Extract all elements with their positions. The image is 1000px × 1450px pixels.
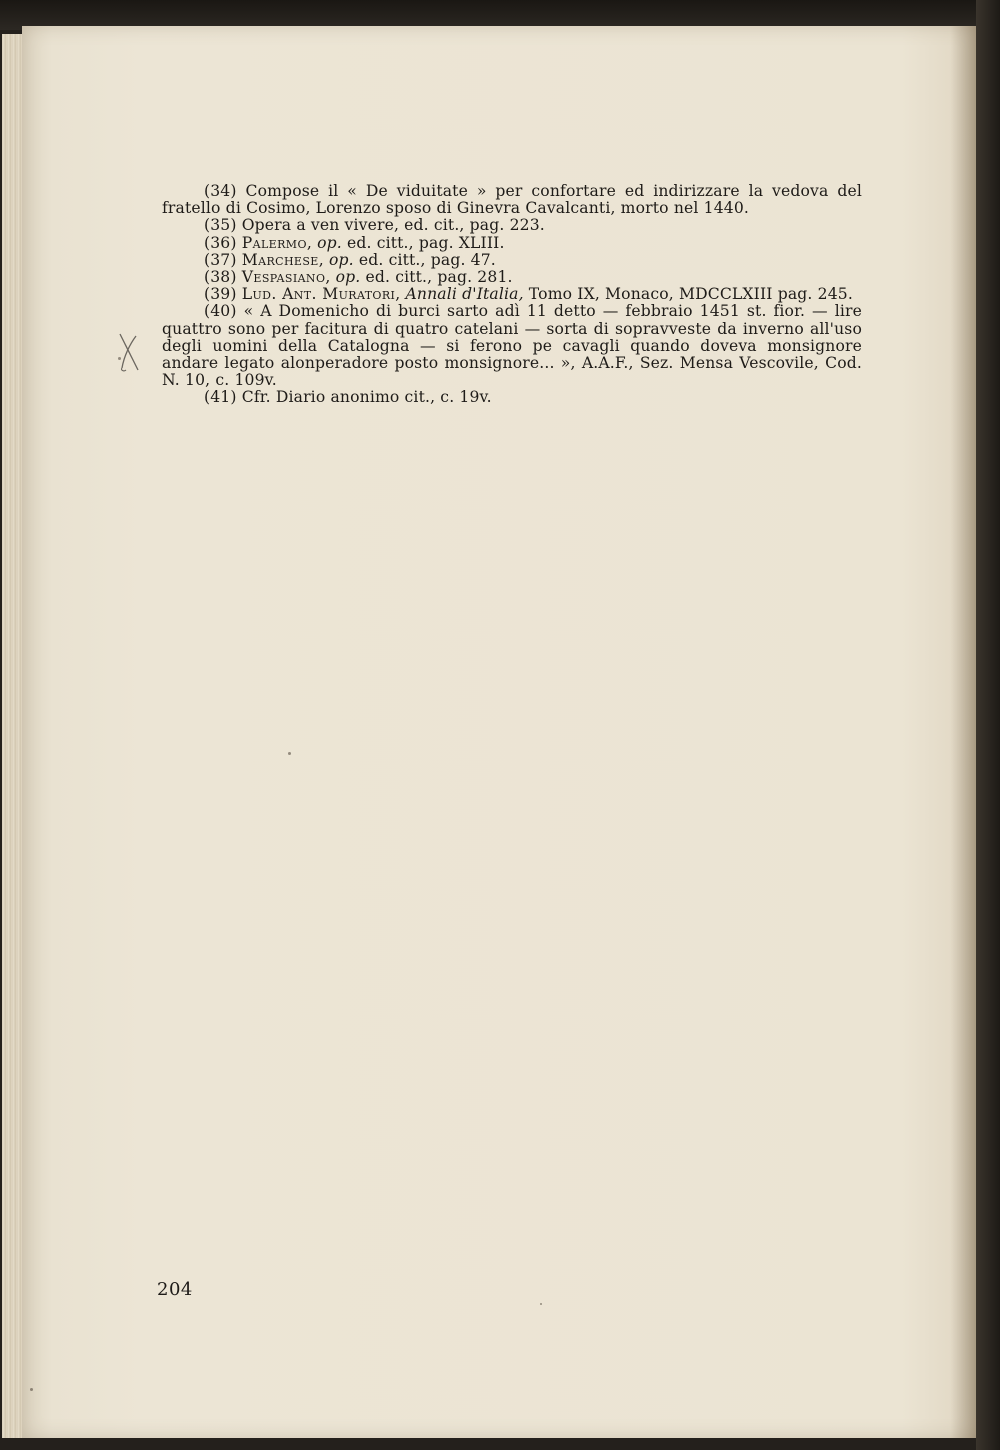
footnote-text: ,	[325, 268, 336, 287]
footnote-number: (39)	[204, 285, 237, 304]
footnote-number: (38)	[204, 268, 237, 287]
footnote	[162, 235, 862, 252]
dust-speck	[540, 1303, 542, 1305]
footnote-number: (36)	[204, 233, 237, 252]
footnote-text: Cfr. Diario anonimo cit., c. 19v.	[236, 388, 492, 407]
footnote-text: Vespasiano	[241, 268, 326, 287]
scan-background-right	[976, 0, 1000, 1450]
footnote	[162, 389, 862, 406]
dust-speck	[288, 752, 291, 755]
footnote	[162, 303, 862, 389]
footnote-number: (40)	[204, 302, 237, 321]
footnote	[162, 183, 862, 217]
footnote-text: ,	[306, 233, 318, 252]
footnote-text: op.	[317, 233, 342, 252]
footnote-text: Annali d'Italia,	[405, 285, 524, 304]
footnote-text: op.	[335, 268, 361, 287]
footnote	[162, 286, 862, 303]
footnote-text: « A Domenicho di burci sarto adì 11 detto — febbraio 1451 st. fior. — lire quattro sono per facitura di quatro catelani — sorta di sopravveste da inverno all'uso degli uomini della Catalogna — si ferono pe cavagli quando doveva monsignore andare legato alonperadore posto monsignore... », A.A.F., Sez. Mensa Vescovile, Cod. N. 10, c. 109v.	[162, 302, 862, 390]
footnote-number: (34)	[204, 182, 237, 200]
footnote-text: Opera a ven vivere, ed. cit., pag. 223.	[236, 216, 545, 235]
footnote-number: (35)	[204, 216, 237, 235]
footnote-text: ed. citt., pag. 47.	[353, 250, 496, 269]
footnote-text: Palermo	[241, 233, 307, 252]
footnote-text: ed. citt., pag. XLIII.	[341, 233, 505, 252]
footnote	[162, 252, 862, 269]
footnote-text: Lud. Ant. Muratori	[241, 285, 396, 304]
footnote	[162, 217, 862, 234]
footnote-text: ed. citt., pag. 281.	[360, 268, 513, 287]
page-number: 204	[157, 1279, 193, 1300]
footnote-text: ,	[395, 285, 406, 304]
pencil-x-mark-icon	[114, 330, 144, 374]
footnote-text: Compose il « De viduitate » per confortare ed indirizzare la vedova del fratello di Cosimo, Lorenzo sposo di Ginevra Cavalcanti, morto nel 1440.	[162, 182, 862, 218]
footnote-text: Marchese	[241, 250, 319, 269]
footnotes-block	[162, 183, 862, 407]
footnote-number: (41)	[204, 388, 237, 407]
footnote-text: Tomo IX, Monaco, MDCCLXIII pag. 245.	[523, 285, 853, 304]
dust-speck	[118, 357, 121, 360]
footnote-text: ,	[318, 250, 329, 269]
footnote	[162, 269, 862, 286]
dust-speck	[30, 1388, 33, 1391]
footnote-number: (37)	[204, 250, 237, 269]
footnote-text: op.	[328, 250, 354, 269]
